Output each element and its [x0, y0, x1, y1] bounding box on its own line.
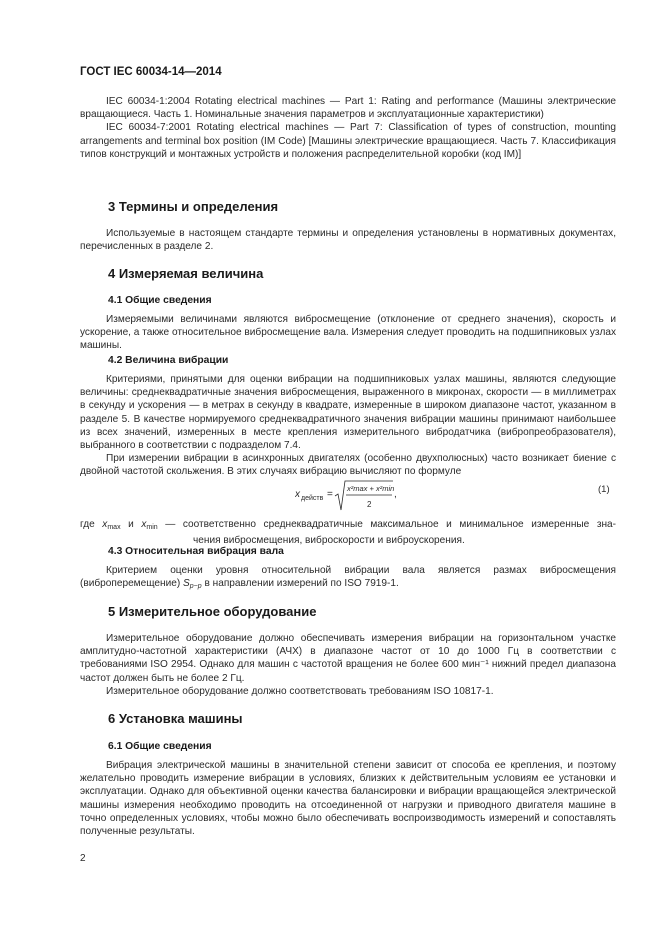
- normative-references: [80, 95, 616, 161]
- formula-equals: =: [327, 489, 333, 500]
- reference-iec-60034-1: IEC 60034-1:2004 Rotating electrical machines — Part 1: Rating and performance (Машины электрические вращающиеся. Часть 1. Номинальные значения параметров и эксплуатационные характеристики): [80, 96, 616, 121]
- document-header: ГОСТ IEC 60034-14—2014: [80, 66, 222, 78]
- section-4-2-text: Критериями, принятыми для оценки вибрации на подшипниковых узлах машины, являются следующие величины: среднеквадратичные значения виброcмещения, выраженного в микронах, скорости — в миллиметрах в секунду и ускорения — в метрах в секунду в квадрате, измеренные в широком диапазоне частот, указанном в разделе 5. В качестве нормируемого среднеквадратичного значения вибрации машины принимают наибольшее из всех значений, измеренных в месте крепления измерительного вибродатчика (вибропреобразователя), выбранного в соответствии с подразделом 7.4. При измерении вибрации в асинхронных двигателях (особенно двухполюсных) часто возникает биение с двойной частотой скольжения. В этих случаях вибрацию вычисляют по формуле: [80, 374, 616, 478]
- equation-number: (1): [598, 484, 610, 495]
- section-5-heading: 5 Измерительное оборудование: [108, 604, 317, 619]
- section-4-2-heading: 4.2 Величина вибрации: [108, 355, 229, 366]
- formula-legend: где $x_{max}$ и $x_{min}$ — соответственно среднеквадратичные максимальное и минимальное измеренные зна- чения виброcмещения, виброскорости и виброускорения.: [80, 519, 617, 547]
- formula-lhs-sub: действ: [301, 495, 324, 502]
- section-4-heading: 4 Измеряемая величина: [108, 266, 264, 281]
- section-4-1-text: Измеряемыми величинами являются виброcмещение (отклонение от среднего значения), скорость и ускорение, а также относительное виброcмещение вала. Измерения следует проводить на подшипниковых узлах машины.: [80, 314, 616, 352]
- section-4-1-heading: 4.1 Общие сведения: [108, 295, 212, 306]
- formula-numerator: x²max + x²min: [347, 484, 395, 493]
- formula-lhs: x: [295, 489, 300, 500]
- section-4-3-text: Критерием оценки уровня относительной вибрации вала является размах виброcмещения (виброперемещение) $S_{p-p}$ в направлении измерений по ISO 7919-1.: [80, 565, 616, 591]
- section-3-heading: 3 Термины и определения: [108, 199, 279, 214]
- section-6-1-text: Вибрация электрической машины в значительной степени зависит от способа ее крепления, и поэтому желательно проводить измерение вибрации в условиях, близких к действительным условиям ее установки и эксплуатации. Однако для объективной оценки качества балансировки и вибрации вращающейся электрической машины измерения необходимо проводить на отсоединенной от нагрузки и приводного двигателя машине в точно определенных условиях, чтобы можно было обеспечивать воспроизводимость измерений и сопоставлять полученные результаты.: [80, 760, 616, 838]
- section-6-heading: 6 Установка машины: [108, 711, 243, 726]
- section-5-text: Измерительное оборудование должно обеспечивать измерения вибрации на горизонтальном участке амплитудно-частотной характеристики (АЧХ) в диапазоне частот от 10 до 1000 Гц в соответствии с требованиями ISO 2954. Однако для машин с частотой вращения не более 600 мин⁻¹ нижний предел диапазона частот должен быть не более 2 Гц. Измерительное оборудование должно соответствовать требованиям ISO 10817-1.: [80, 633, 616, 697]
- reference-iec-60034-7: IEC 60034-7:2001 Rotating electrical machines — Part 7: Classification of types of construction, mounting arrangements and terminal box position (IM Code) [Машины электрические вращающиеся. Часть 7. Классификация типов конструкций и монтажных устройств и положения распределительной коробки (код IM)]: [80, 122, 616, 160]
- page-number: 2: [80, 853, 86, 864]
- section-4-3-heading: 4.3 Относительная вибрация вала: [108, 546, 284, 557]
- formula-comma: ,: [394, 489, 397, 500]
- formula-denominator: 2: [367, 500, 372, 509]
- formula-1: [295, 479, 415, 513]
- section-6-1-heading: 6.1 Общие сведения: [108, 741, 212, 752]
- section-3-text: Используемые в настоящем стандарте термины и определения установлены в нормативных документах, перечисленных в разделе 2.: [80, 228, 616, 253]
